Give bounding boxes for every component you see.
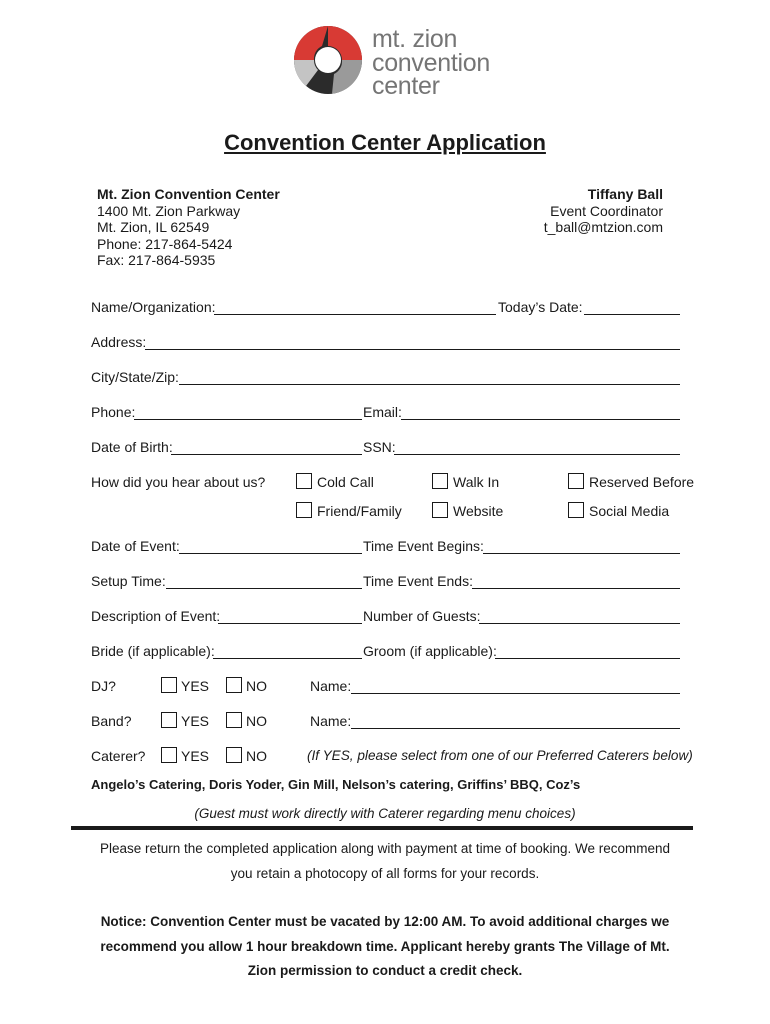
dj-name-label: Name: <box>310 678 352 694</box>
organization-contact-block <box>97 186 280 269</box>
band-name-field[interactable] <box>351 728 680 729</box>
social-media-checkbox[interactable] <box>568 502 584 518</box>
org-phone: Phone: 217-864-5424 <box>97 235 233 252</box>
band-yes-checkbox[interactable] <box>161 712 177 728</box>
dj-yes-label: YES <box>181 678 210 694</box>
section-divider <box>71 826 693 830</box>
caterer-no-checkbox[interactable] <box>226 747 242 763</box>
dob-label: Date of Birth: <box>91 439 173 455</box>
coordinator-role: Event Coordinator <box>550 202 663 219</box>
return-note-line1: Please return the completed application along with payment at time of booking. We recommend <box>99 841 671 856</box>
reserved-before-checkbox[interactable] <box>568 473 584 489</box>
city-state-zip-label: City/State/Zip: <box>91 369 179 385</box>
reserved-before-label: Reserved Before <box>589 474 695 490</box>
logo-icon <box>292 24 364 96</box>
name-org-label: Name/Organization: <box>91 299 216 315</box>
date-of-event-field[interactable] <box>179 553 362 554</box>
logo-text-line2: convention <box>372 49 490 77</box>
walk-in-checkbox[interactable] <box>432 473 448 489</box>
email-field[interactable] <box>401 419 680 420</box>
bride-label: Bride (if applicable): <box>91 643 215 659</box>
description-field[interactable] <box>218 623 362 624</box>
phone-field[interactable] <box>134 419 362 420</box>
todays-date-label: Today’s Date: <box>498 299 583 315</box>
hear-about-label: How did you hear about us? <box>91 474 266 490</box>
coordinator-name: Tiffany Ball <box>587 186 663 202</box>
coordinator-email: t_ball@mtzion.com <box>543 219 663 235</box>
num-guests-label: Number of Guests: <box>363 608 481 624</box>
caterer-yes-checkbox[interactable] <box>161 747 177 763</box>
num-guests-field[interactable] <box>479 623 680 624</box>
address-field[interactable] <box>145 349 680 350</box>
preferred-caterers: Angelo’s Catering, Doris Yoder, Gin Mill, Nelson’s catering, Griffins’ BBQ, Coz’s <box>91 777 581 792</box>
org-address1: 1400 Mt. Zion Parkway <box>97 202 241 219</box>
social-media-label: Social Media <box>589 503 670 519</box>
phone-label: Phone: <box>91 404 136 420</box>
dj-label: DJ? <box>91 678 116 694</box>
time-ends-field[interactable] <box>472 588 680 589</box>
band-name-label: Name: <box>310 713 352 729</box>
notice-line2: recommend you allow 1 hour breakdown time. Applicant hereby grants The Village of Mt. <box>100 939 670 954</box>
guest-note: (Guest must work directly with Caterer regarding menu choices) <box>194 806 576 821</box>
dob-field[interactable] <box>171 454 362 455</box>
caterer-yes-label: YES <box>181 748 210 764</box>
city-state-zip-field[interactable] <box>179 384 680 385</box>
band-no-label: NO <box>246 713 267 729</box>
org-name: Mt. Zion Convention Center <box>97 186 280 202</box>
logo-text-line3: center <box>372 72 440 100</box>
dj-no-label: NO <box>246 678 267 694</box>
org-fax: Fax: 217-864-5935 <box>97 252 216 268</box>
walk-in-label: Walk In <box>453 474 500 490</box>
description-label: Description of Event: <box>91 608 221 624</box>
band-label: Band? <box>91 713 132 729</box>
friend-family-checkbox[interactable] <box>296 502 312 518</box>
org-address2: Mt. Zion, IL 62549 <box>97 219 210 235</box>
page-title: Convention Center Application <box>224 130 546 155</box>
cold-call-checkbox[interactable] <box>296 473 312 489</box>
groom-label: Groom (if applicable): <box>363 643 497 659</box>
time-begins-label: Time Event Begins: <box>363 538 484 554</box>
setup-time-label: Setup Time: <box>91 573 166 589</box>
website-label: Website <box>453 503 504 519</box>
return-note-line2: you retain a photocopy of all forms for your records. <box>230 866 540 881</box>
time-ends-label: Time Event Ends: <box>363 573 473 589</box>
caterer-no-label: NO <box>246 748 267 764</box>
bride-field[interactable] <box>213 658 362 659</box>
notice-line3: Zion permission to conduct a credit check. <box>247 963 523 978</box>
friend-family-label: Friend/Family <box>317 503 402 519</box>
ssn-label: SSN: <box>363 439 396 455</box>
band-no-checkbox[interactable] <box>226 712 242 728</box>
setup-time-field[interactable] <box>166 588 362 589</box>
caterer-note: (If YES, please select from one of our Preferred Caterers below) <box>307 748 693 763</box>
band-yes-label: YES <box>181 713 210 729</box>
date-of-event-label: Date of Event: <box>91 538 180 554</box>
dj-yes-checkbox[interactable] <box>161 677 177 693</box>
cold-call-label: Cold Call <box>317 474 374 490</box>
notice-line1: Notice: Convention Center must be vacated by 12:00 AM. To avoid additional charges we <box>100 914 670 929</box>
dj-no-checkbox[interactable] <box>226 677 242 693</box>
address-label: Address: <box>91 334 147 350</box>
ssn-field[interactable] <box>394 454 680 455</box>
todays-date-field[interactable] <box>584 314 680 315</box>
website-checkbox[interactable] <box>432 502 448 518</box>
coordinator-contact-block <box>544 186 663 236</box>
email-label: Email: <box>363 404 402 420</box>
time-begins-field[interactable] <box>483 553 680 554</box>
caterer-label: Caterer? <box>91 748 146 764</box>
logo-text-line1: mt. zion <box>372 25 458 53</box>
groom-field[interactable] <box>495 658 680 659</box>
dj-name-field[interactable] <box>351 693 680 694</box>
name-org-field[interactable] <box>214 314 496 315</box>
